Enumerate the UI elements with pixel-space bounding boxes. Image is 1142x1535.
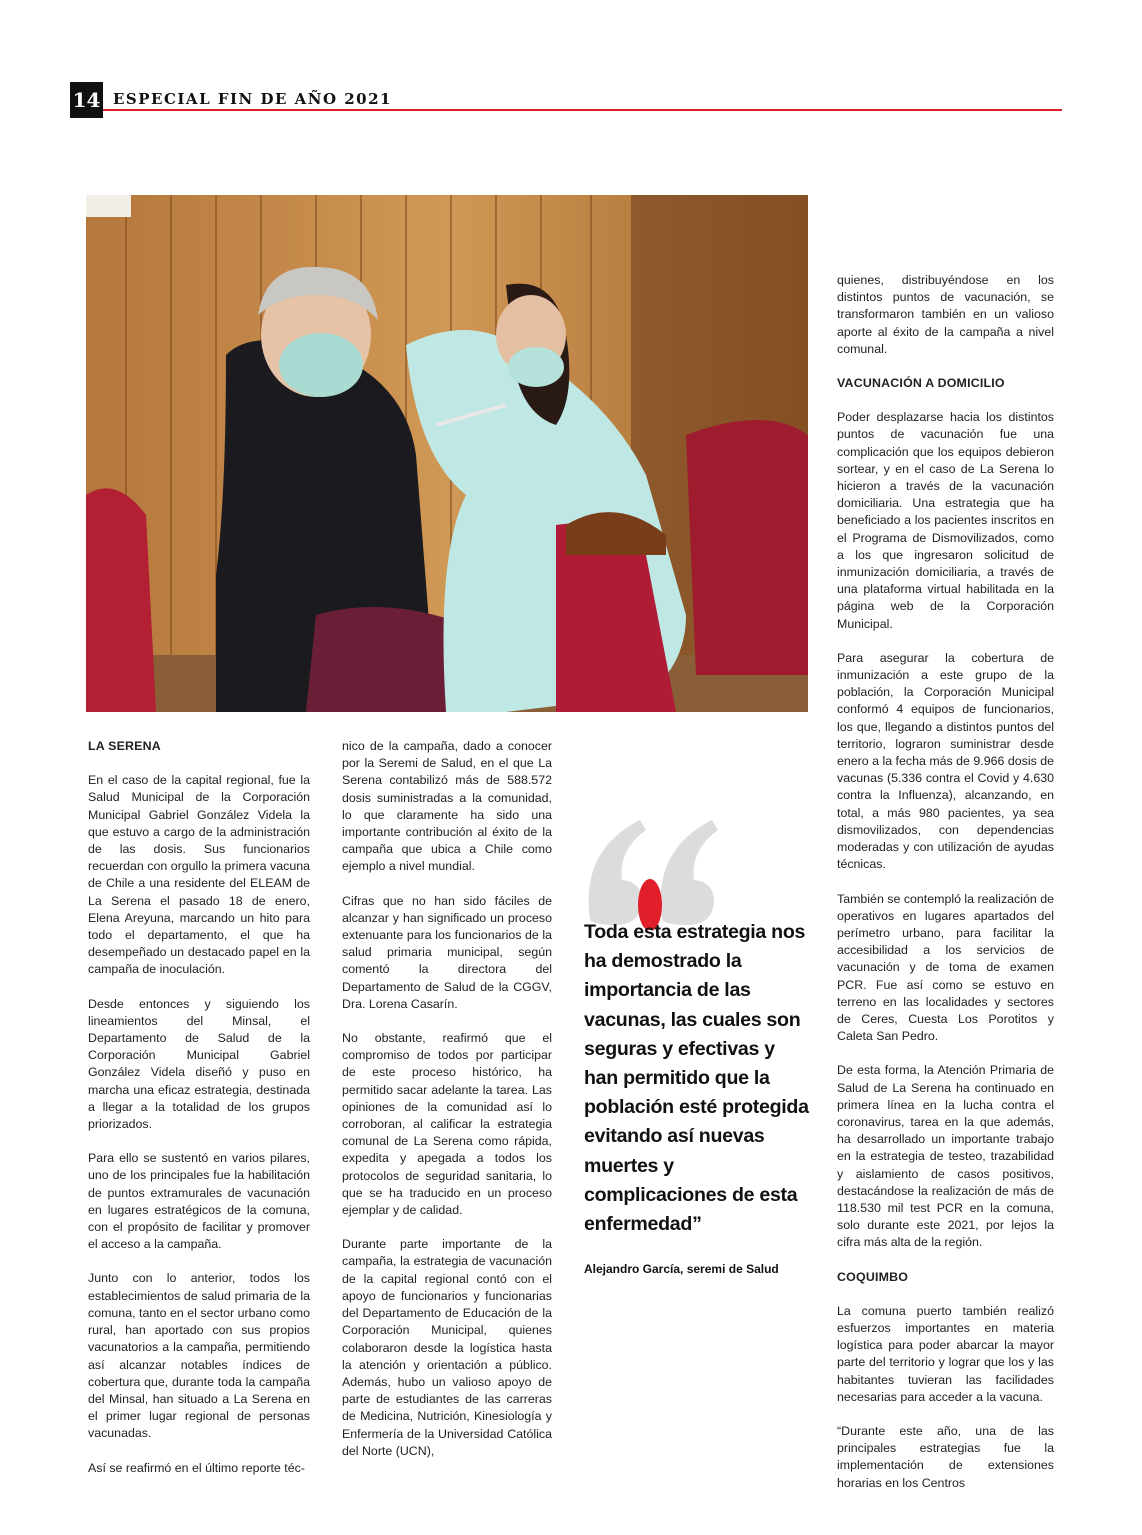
paragraph: “Durante este año, una de las principales estrategias fue la implementación de extensiones horarias en los Centros <box>837 1423 1054 1490</box>
paragraph: También se contempló la realización de operativos en lugares apartados del perímetro urbano, para facilitar la accesibilidad a los servicios de vacunación y de toma de examen PCR. Fue así como se estuvo en terreno en las localidades y sectores de Ceres, Cuesta Los Porotitos y Caleta San Pedro. <box>837 891 1054 1044</box>
vaccination-photo <box>86 195 808 712</box>
subheading-la-serena: LA SERENA <box>88 739 161 753</box>
header-divider <box>103 109 1062 111</box>
paragraph: La comuna puerto también realizó esfuerzos importantes en materia logística para poder abarcar la mayor parte del territorio y lograr que los y las habitantes tuvieran las facilidades necesarias para acceder a la vacuna. <box>837 1303 1054 1404</box>
paragraph: No obstante, reafirmó que el compromiso de todos por participar de este proceso histórico, ha permitido sacar adelante la tarea. Las opiniones de la comunidad así lo corroboran, al calificar la estrategia comunal de La Serena como rápida, expedita y apegada a todos los protocolos de seguridad sanitaria, lo que se ha traducido en un proceso ejemplar y de calidad. <box>342 1031 552 1218</box>
paragraph: Poder desplazarse hacia los distintos puntos de vacunación fue una complicación que los equipos debieron sortear, y en el caso de La Serena lo hicieron a través de la vacunación domiciliaria. Una estrategia que ha beneficiado a los pacientes inscritos en el Programa de Dismovilizados, como a los que ingresaron solicitud de inmunización domiciliaria, a través de una plataforma virtual habilitada en la página web de la Corporación Municipal. <box>837 410 1054 631</box>
subheading-coquimbo: COQUIMBO <box>837 1269 909 1284</box>
pull-quote: Toda esta estrategia nos ha demostrado la importancia de las vacunas, las cuales son seguras y efectivas y han permitido que la población esté protegida evitando así nuevas muertes y complicaciones de esta enfermedad” <box>584 921 809 1236</box>
article-column-2 <box>342 738 552 1477</box>
quote-mark-icon <box>580 810 730 930</box>
paragraph: Desde entonces y siguiendo los lineamientos del Minsal, el Departamento de Salud de la Corporación Municipal Gabriel González Videla diseñó y puso en marcha una eficaz estrategia, destinada a llegar a la totalidad de los grupos priorizados. <box>88 996 310 1132</box>
paragraph: Para ello se sustentó en varios pilares, uno de los principales fue la habilitación de puntos extramurales de vacunación en lugares estratégicos de la comuna, con el propósito de facilitar y promover el acceso a la campaña. <box>88 1151 310 1252</box>
section-title: ESPECIAL FIN DE AÑO 2021 <box>113 90 392 108</box>
photo-illustration <box>86 195 808 712</box>
paragraph: Cifras que no han sido fáciles de alcanzar y han significado un proceso extenuante para los funcionarios de la salud primaria municipal, según comentó la directora del Departamento de Salud de la CGGV, Dra. Lorena Casarín. <box>342 893 552 1011</box>
paragraph: nico de la campaña, dado a conocer por la Seremi de Salud, en el que La Serena contabilizó más de 588.572 dosis suministradas a la comunidad, lo que claramente ha sido una importante contribución al éxito de la campaña que ubica a Chile como ejemplo a nivel mundial. <box>342 739 552 874</box>
paragraph: quienes, distribuyéndose en los distintos puntos de vacunación, se transformaron también en un valioso aporte al éxito de la campaña a nivel comunal. <box>837 273 1054 356</box>
paragraph: Así se reafirmó en el último reporte téc- <box>88 1460 305 1475</box>
page-number: 14 <box>70 82 103 118</box>
quote-author: Alejandro García, seremi de Salud <box>584 1262 779 1276</box>
paragraph: Junto con lo anterior, todos los establecimientos de salud primaria de la comuna, tanto en el sector urbano como rural, han aportado con sus propios vacunatorios a la campaña, permitiendo así alcanzar notables índices de cobertura que, durante toda la campaña del Minsal, han situado a La Serena en el primer lugar regional de personas vacunadas. <box>88 1271 310 1441</box>
paragraph: Para asegurar la cobertura de inmunización a este grupo de la población, la Corporación Municipal conformó 4 equipos de funcionarios, los que, llegando a distintos puntos del territorio, lograron suministrar desde enero a la fecha más de 9.966 dosis de vacunas (5.336 contra el Covid y 4.630 contra la Influenza), alcanzando, en total, a más 980 pacientes, ya sea dismovilizados, con dependencias moderadas y con utilización de ayudas técnicas. <box>837 650 1054 872</box>
article-column-3 <box>837 272 1054 1509</box>
paragraph: De esta forma, la Atención Primaria de Salud de La Serena ha continuado en primera línea en la lucha contra el coronavirus, tarea en la que además, ha desarrollado un importante trabajo en la estrategia de testeo, trazabilidad y aislamiento de casos positivos, destacándose la realización de más de 118.530 mil test PCR en la comuna, solo durante este 2021, por lejos la cifra más alta de la región. <box>837 1063 1054 1250</box>
page-header <box>70 82 1062 118</box>
paragraph: En el caso de la capital regional, fue la Salud Municipal de la Corporación Municipal Gabriel González Videla la que estuvo a cargo de la administración de las dosis. Sus funcionarios recuerdan con orgullo la primera vacuna de Chile a una residente del ELEAM de La Serena el pasado 18 de enero, Elena Areyuna, marcando un hito para todo el departamento, el que ha desempeñado un destacado papel en la campaña de inoculación. <box>88 773 310 977</box>
subheading-vacunacion-domicilio: VACUNACIÓN A DOMICILIO <box>837 376 1005 391</box>
article-column-1 <box>88 738 310 1494</box>
paragraph: Durante parte importante de la campaña, la estrategia de vacunación de la capital regional contó con el apoyo de funcionarios y funcionarias del Departamento de Educación de la Corporación Municipal, quienes colaboraron desde la logística hasta la atención y orientación a público. Además, hubo un valioso apoyo de parte de estudiantes de las carreras de Medicina, Nutrición, Kinesiología y Enfermería de la Universidad Católica del Norte (UCN), <box>342 1237 552 1458</box>
